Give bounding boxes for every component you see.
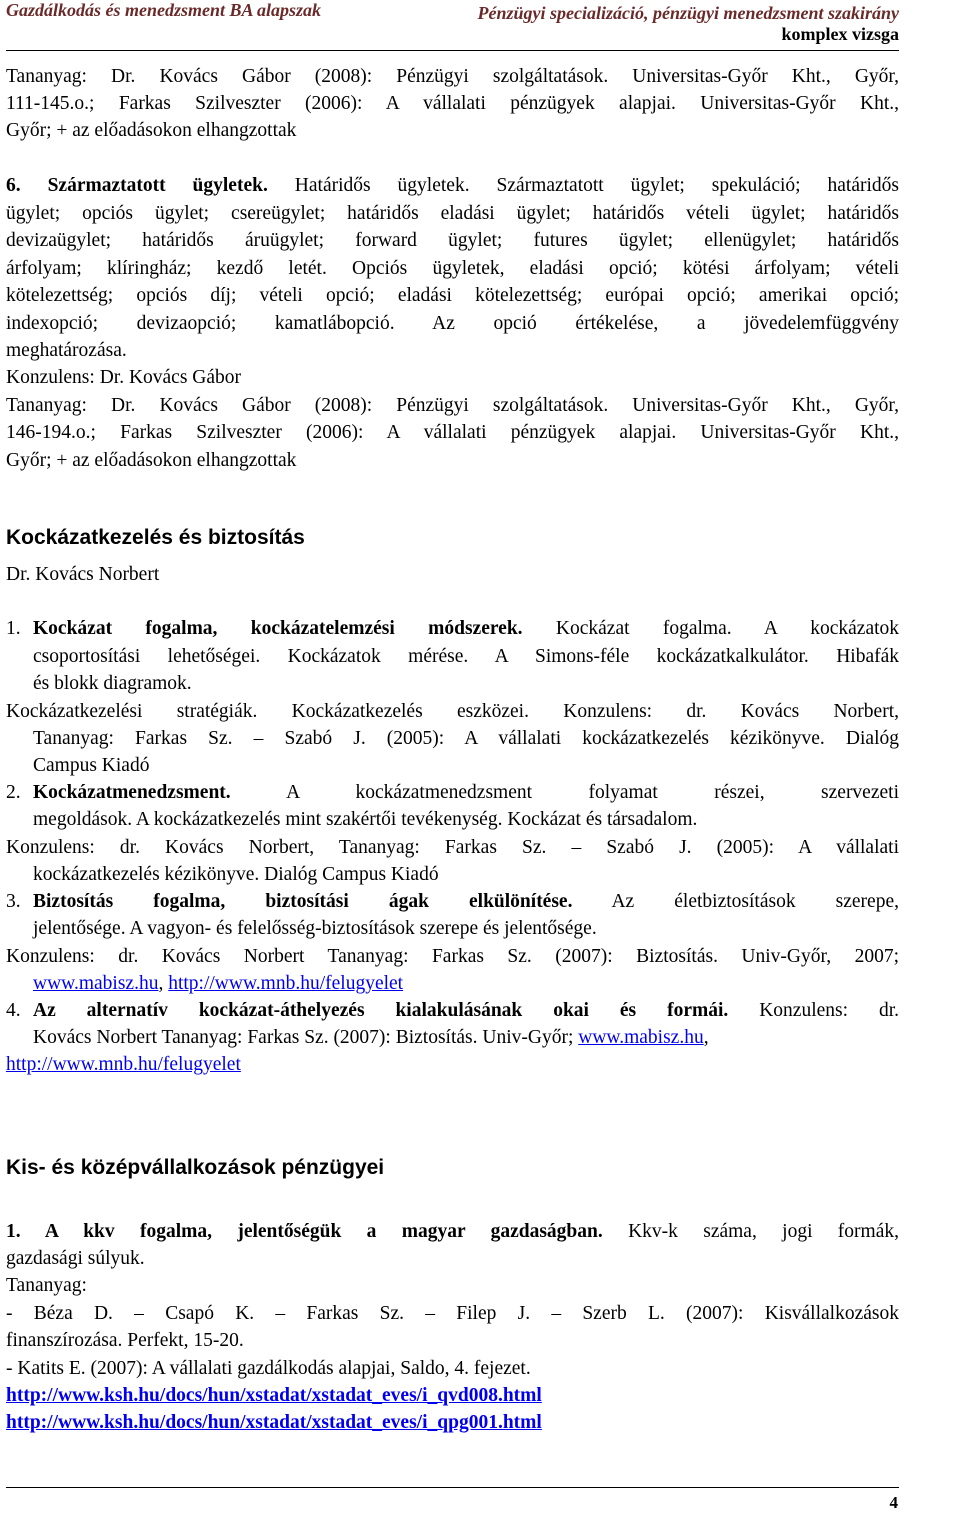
- kock-item2-line-4: kockázatkezelés kézikönyve. Dialóg Campus Kiadó: [33, 864, 439, 885]
- page-header: [6, 0, 899, 51]
- kock-item2-number: 2.: [6, 782, 21, 803]
- kkv-ref1-line-1: - Béza D. – Csapó K. – Farkas Sz. – Filep J. – Szerb L. (2007): Kisvállalkozások: [6, 1303, 899, 1324]
- kock-item3-line-2: jelentősége. A vagyon- és felelősség-biztosítások szerepe és jelentősége.: [33, 918, 597, 939]
- kock-item4-line-3: [6, 1051, 899, 1078]
- kock-item4-line-2: Kovács Norbert Tananyag: Farkas Sz. (2007): Biztosítás. Univ-Győr; www.mabisz.hu,: [33, 1027, 709, 1048]
- ksh-qvd008-link[interactable]: http://www.ksh.hu/docs/hun/xstadat/xstadat_eves/i_qvd008.html: [6, 1385, 542, 1406]
- kock-teacher: Dr. Kovács Norbert: [6, 564, 160, 585]
- kock-item3-number: 3.: [6, 891, 21, 912]
- kock-item3-line-3: Konzulens: dr. Kovács Norbert Tananyag: Farkas Sz. (2007): Biztosítás. Univ-Győr, 2007;: [6, 946, 899, 967]
- footer-divider: [6, 1487, 899, 1488]
- topic6-paragraph-line-5: kötelezettség; opciós díj; vételi opció; eladási kötelezettség; európai opció; amerikai opció;: [6, 285, 899, 306]
- topic6-paragraph-line-2: ügylet; opciós ügylet; csereügylet; határidős eladási ügylet; határidős vételi ügylet; határidős: [6, 203, 899, 224]
- kock-item4-number: 4.: [6, 1000, 21, 1021]
- kkv-item1-title: 1. A kkv fogalma, jelentőségük a magyar gazdaságban.: [6, 1221, 603, 1242]
- kkv-item1-line-1: 1. A kkv fogalma, jelentőségük a magyar gazdaságban. Kkv-k száma, jogi formák,: [6, 1221, 899, 1242]
- section-heading-kockazatkezeles: Kockázatkezelés és biztosítás: [6, 526, 305, 549]
- mnb-felugyelet-link-2[interactable]: http://www.mnb.hu/felugyelet: [6, 1054, 241, 1075]
- mabisz-link-2[interactable]: www.mabisz.hu: [578, 1027, 704, 1048]
- topic6-paragraph-line-4: árfolyam; klíringház; kezdő letét. Opciós ügyletek, eladási opció; kötési árfolyam; vételi: [6, 258, 899, 279]
- kock-item1-line-5: Tananyag: Farkas Sz. – Szabó J. (2005): A vállalati kockázatkezelés kézikönyve. Dialóg: [33, 728, 899, 749]
- header-right-title: Pénzügyi specializáció, pénzügyi menedzsment szakirány: [477, 3, 899, 23]
- kock-item2-line-1: 2. Kockázatmenedzsment. A kockázatmenedzsment folyamat részei, szervezeti: [6, 779, 899, 806]
- top-tananyag-line-2: 111-145.o.; Farkas Szilveszter (2006): A vállalati pénzügyek alapjai. Universitas-Győr Kht.,: [6, 93, 899, 114]
- kkv-item1-line-2: gazdasági súlyuk.: [6, 1248, 145, 1269]
- kkv-tananyag-label: Tananyag:: [6, 1275, 87, 1296]
- kock-item1-line-1: 1. Kockázat fogalma, kockázatelemzési módszerek. Kockázat fogalma. A kockázatok: [6, 615, 899, 642]
- kkv-ref1-line-2: finanszírozása. Perfekt, 15-20.: [6, 1330, 244, 1351]
- header-right-subtitle: komplex vizsga: [781, 24, 899, 44]
- kock-item1-line-4: Kockázatkezelési stratégiák. Kockázatkezelés eszközei. Konzulens: dr. Kovács Norbert,: [6, 701, 899, 722]
- kock-item3-line-1: 3. Biztosítás fogalma, biztosítási ágak elkülönítése. Az életbiztosítások szerepe,: [6, 888, 899, 915]
- kock-item1-number: 1.: [6, 618, 21, 639]
- mabisz-link[interactable]: www.mabisz.hu: [33, 973, 159, 994]
- top-tananyag-line-1: Tananyag: Dr. Kovács Gábor (2008): Pénzügyi szolgáltatások. Universitas-Győr Kht., Győr,: [6, 66, 899, 87]
- kock-item1-line-3: és blokk diagramok.: [33, 673, 192, 694]
- ksh-qpg001-link[interactable]: http://www.ksh.hu/docs/hun/xstadat/xstadat_eves/i_qpg001.html: [6, 1412, 542, 1433]
- header-left-title: Gazdálkodás és menedzsment BA alapszak: [6, 0, 322, 20]
- topic6-tananyag-line-2: 146-194.o.; Farkas Szilveszter (2006): A vállalati pénzügyek alapjai. Universitas-Győr Kht.,: [6, 422, 899, 443]
- kock-item1-line-2: csoportosítási lehetőségei. Kockázatok mérése. A Simons-féle kockázatkalkulátor. Hibafák: [33, 646, 899, 667]
- top-tananyag-line-3: Győr; + az előadásokon elhangzottak: [6, 120, 297, 141]
- kock-item2-title: Kockázatmenedzsment.: [33, 782, 231, 803]
- kkv-link-row-2: [6, 1409, 899, 1436]
- topic6-paragraph-line-3: devizaügylet; határidős áruügylet; forward ügylet; futures ügylet; ellenügylet; határidős: [6, 230, 899, 251]
- kock-item2-line-3: Konzulens: dr. Kovács Norbert, Tananyag: Farkas Sz. – Szabó J. (2005): A vállalati: [6, 837, 899, 858]
- mnb-felugyelet-link[interactable]: http://www.mnb.hu/felugyelet: [168, 973, 404, 994]
- section-heading-kkv: Kis- és középvállalkozások pénzügyei: [6, 1156, 385, 1179]
- kock-item4-title: Az alternatív kockázat-áthelyezés kialakulásának okai és formái.: [33, 1000, 729, 1021]
- topic6-konzulens: Konzulens: Dr. Kovács Gábor: [6, 367, 242, 388]
- topic6-title: 6. Származtatott ügyletek.: [6, 175, 268, 196]
- page-number: 4: [889, 1493, 898, 1512]
- kkv-link-row-1: [6, 1382, 899, 1409]
- topic6-tananyag-line-3: Győr; + az előadásokon elhangzottak: [6, 450, 297, 471]
- kock-item1-line-6: Campus Kiadó: [33, 755, 150, 776]
- topic6-tananyag-line-1: Tananyag: Dr. Kovács Gábor (2008): Pénzügyi szolgáltatások. Universitas-Győr Kht., Győr,: [6, 395, 899, 416]
- kock-item2-line-2: megoldások. A kockázatkezelés mint szakértői tevékenység. Kockázat és társadalom.: [33, 809, 698, 830]
- topic6-paragraph-line-7: meghatározása.: [6, 340, 127, 361]
- kock-item3-links: www.mabisz.hu, http://www.mnb.hu/felugyelet: [33, 973, 404, 994]
- kkv-ref2: - Katits E. (2007): A vállalati gazdálkodás alapjai, Saldo, 4. fejezet.: [6, 1358, 531, 1379]
- kock-item1-title: Kockázat fogalma, kockázatelemzési módszerek.: [33, 618, 523, 639]
- topic6-paragraph-line-1: 6. Származtatott ügyletek. Határidős ügyletek. Származtatott ügylet; spekuláció; határidős: [6, 175, 899, 196]
- kock-item3-title: Biztosítás fogalma, biztosítási ágak elkülönítése.: [33, 891, 573, 912]
- kock-item4-line-1: 4. Az alternatív kockázat-áthelyezés kialakulásának okai és formái. Konzulens: dr.: [6, 997, 899, 1024]
- topic6-paragraph-line-6: indexopció; devizaopció; kamatlábopció. Az opció értékelése, a jövedelemfüggvény: [6, 313, 899, 334]
